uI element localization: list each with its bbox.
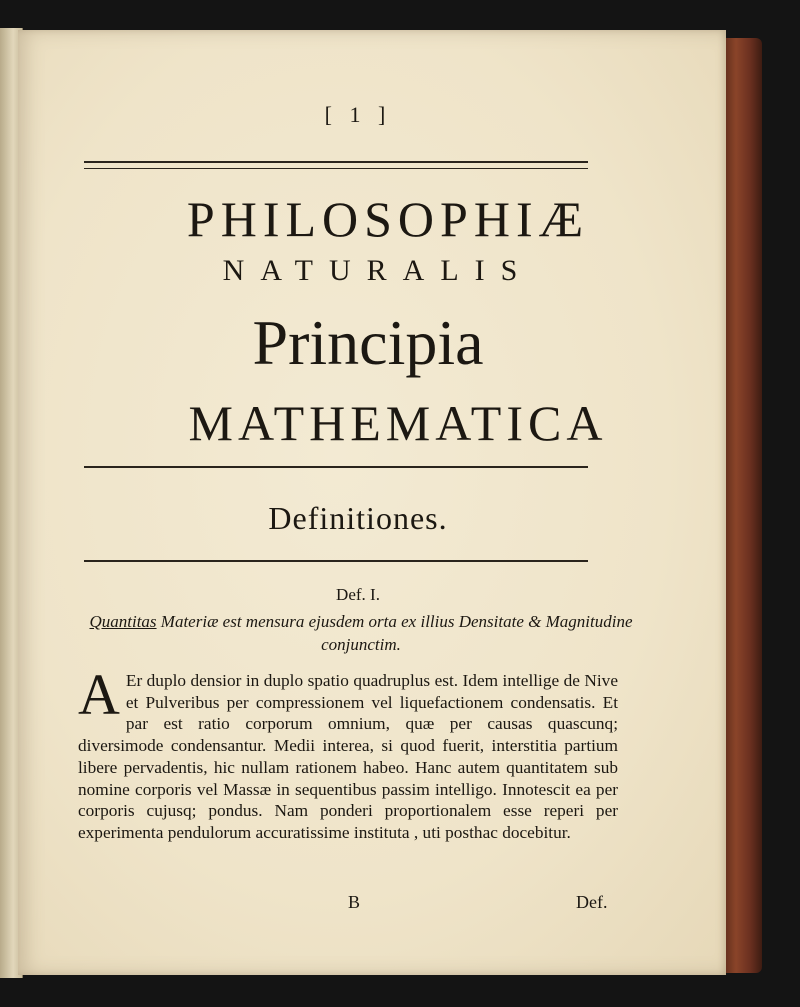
mid-rule — [84, 466, 588, 468]
catchword: Def. — [576, 892, 608, 912]
definition-lead-word: Quantitas — [89, 612, 157, 631]
title-principia: Principia — [252, 307, 484, 378]
page-number: [ 1 ] — [324, 102, 392, 127]
title-philosophiae: PHILOSOPHIÆ — [186, 191, 590, 247]
section-rule — [84, 560, 588, 562]
signature-mark: B — [348, 892, 361, 912]
definition-statement — [78, 610, 644, 656]
definition-label: Def. I. — [336, 585, 380, 604]
title-mathematica: MATHEMATICA — [188, 395, 608, 451]
book-cover-edge — [722, 38, 762, 973]
section-title: Definitiones. — [268, 500, 448, 536]
definition-text: Materiæ est mensura ejusdem orta ex illius Densitate & Magnitudine conjunctim. — [156, 612, 633, 654]
drop-cap: A — [78, 662, 120, 727]
title-naturalis: NATURALIS — [222, 254, 534, 287]
book-page — [18, 30, 726, 975]
top-rule-thin — [84, 168, 588, 169]
body-text: Er duplo densior in duplo spatio quadruplus est. Idem intellige de Nive et Pulveribus per compressionem vel liquefactionem condensatis. Et par est ratio corporum omnium, quæ per causas quascunq; diversimode condensantur. Medii interea, si quod fuerit, interstitia partium libere pervadentis, hic nullam rationem habeo. Hanc autem quantitatem sub nomine corporis vel Massæ in sequentibus passim intelligo. Innotescit ea per corporis cujusq; pondus. Nam ponderi proportionalem esse reperi per experimenta pendulorum accuratissime instituta , uti posthac docebitur. — [78, 671, 618, 842]
body-paragraph — [78, 662, 618, 844]
top-rule-thick — [84, 161, 588, 163]
